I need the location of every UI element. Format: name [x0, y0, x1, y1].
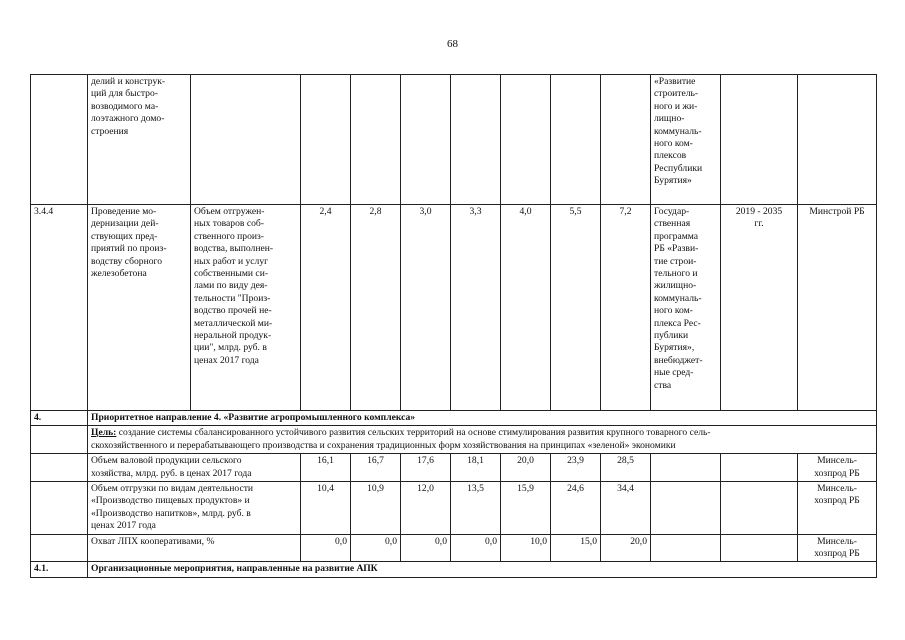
measure-name-cell: Проведение мо- дернизации дей- ствующих пред- приятий по произ- водству сборного железобетона — [88, 205, 191, 411]
table-row — [31, 75, 877, 205]
section-title: Организационные мероприятия, направленные на развитие АПК — [88, 562, 877, 577]
executor-cell: Минсель- хозпрод РБ — [798, 534, 877, 562]
measure-name-cell: делий и конструк- ций для быстро- возводимого ма- лоэтажного домо- строения — [88, 75, 191, 205]
value-cell: 12,0 — [401, 482, 451, 535]
section-number: 4.1. — [31, 562, 88, 577]
indicator-row — [31, 482, 877, 535]
value-cell: 20,0 — [501, 454, 551, 482]
value-cell: 4,0 — [501, 205, 551, 411]
indicator-row — [31, 534, 877, 562]
section-number: 4. — [31, 411, 88, 426]
indicator-row — [31, 454, 877, 482]
executor-cell: Минсель- хозпрод РБ — [798, 454, 877, 482]
value-cell: 15,0 — [551, 534, 601, 562]
value-cell: 16,1 — [301, 454, 351, 482]
value-cell: 5,5 — [551, 205, 601, 411]
value-cell: 10,4 — [301, 482, 351, 535]
value-cell: 3,3 — [451, 205, 501, 411]
value-cell: 0,0 — [451, 534, 501, 562]
table-row — [31, 205, 877, 411]
value-cell: 10,9 — [351, 482, 401, 535]
program-table — [30, 74, 877, 578]
value-cell: 7,2 — [601, 205, 651, 411]
executor-cell: Минстрой РБ — [798, 205, 877, 411]
section-title: Приоритетное направление 4. «Развитие агропромышленного комплекса» — [88, 411, 877, 426]
page-number: 68 — [447, 38, 458, 50]
period-cell: 2019 - 2035 гг. — [721, 205, 798, 411]
value-cell: 3,0 — [401, 205, 451, 411]
indicator-cell: Объем отгружен- ных товаров соб- ственного произ- водства, выполнен- ных работ и услуг собственными си- лами по виду дея- тельности "Произ- водство прочей не- металлической ми- неральной продук- ции", млрд. руб. в ценах 2017 года — [191, 205, 301, 411]
goal-label: Цель: — [91, 427, 117, 439]
value-cell: 17,6 — [401, 454, 451, 482]
value-cell: 2,4 — [301, 205, 351, 411]
value-cell: 13,5 — [451, 482, 501, 535]
value-cell: 20,0 — [601, 534, 651, 562]
value-cell: 0,0 — [301, 534, 351, 562]
value-cell: 24,6 — [551, 482, 601, 535]
value-cell: 18,1 — [451, 454, 501, 482]
indicator-name: Объем валовой продукции сельского хозяйства, млрд. руб. в ценах 2017 года — [88, 454, 301, 482]
program-cell: Государ- ственная программа РБ «Разви- тие строи- тельного и жилищно- коммуналь- ного ком- плекса Рес- публики Бурятия», внебюджет- ные сред- ства — [651, 205, 721, 411]
goal-row — [31, 426, 877, 454]
value-cell: 23,9 — [551, 454, 601, 482]
goal-text: Цель: создание системы сбалансированного устойчивого развития сельских территорий на основе стимулирования развития крупного товарного сель- скохозяйственного и перерабатывающего производства и сохранения традиционных форм хозяйствования на принципах «зеленой» экономики — [88, 426, 877, 454]
section-header-row — [31, 562, 877, 577]
value-cell: 0,0 — [351, 534, 401, 562]
value-cell: 28,5 — [601, 454, 651, 482]
value-cell: 0,0 — [401, 534, 451, 562]
value-cell: 2,8 — [351, 205, 401, 411]
value-cell: 16,7 — [351, 454, 401, 482]
indicator-name: Объем отгрузки по видам деятельности «Производство пищевых продуктов» и «Производство напитков», млрд. руб. в ценах 2017 года — [88, 482, 301, 535]
value-cell: 34,4 — [601, 482, 651, 535]
section-header-row — [31, 411, 877, 426]
indicator-name: Охват ЛПХ кооперативами, % — [88, 534, 301, 562]
value-cell: 15,9 — [501, 482, 551, 535]
program-cell: «Развитие строитель- ного и жи- лищно- коммуналь- ного ком- плексов Республики Бурятия» — [651, 75, 721, 205]
number-cell: 3.4.4 — [31, 205, 88, 411]
number-cell — [31, 75, 88, 205]
executor-cell: Минсель- хозпрод РБ — [798, 482, 877, 535]
value-cell: 10,0 — [501, 534, 551, 562]
